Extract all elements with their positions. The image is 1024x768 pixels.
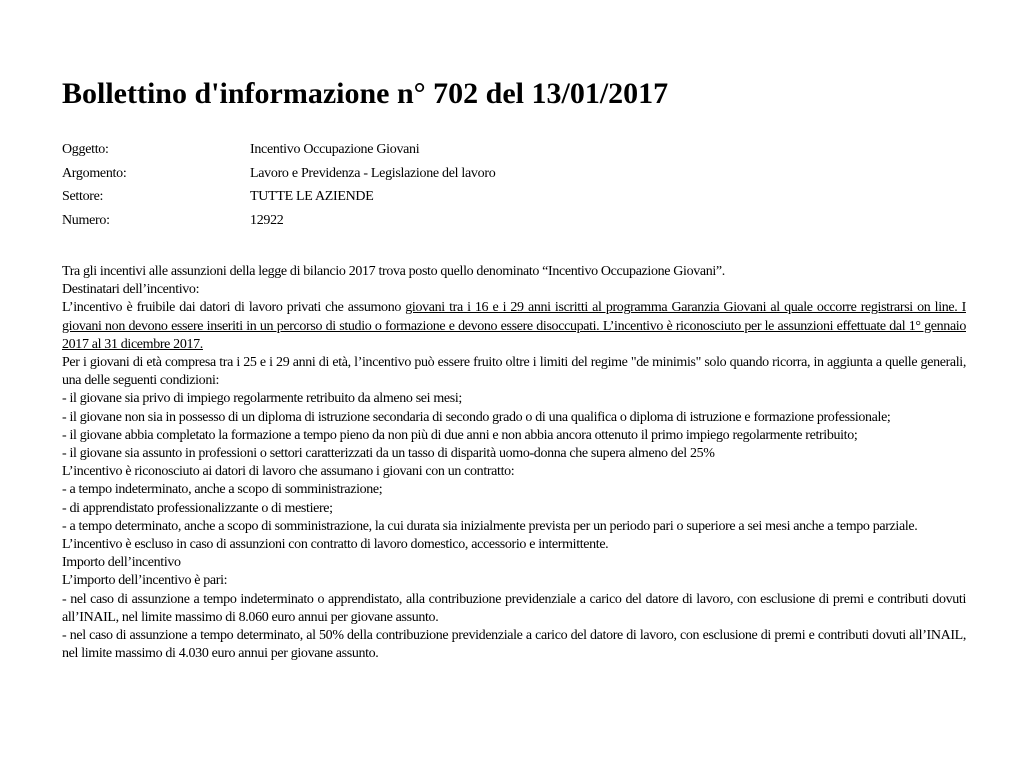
condition-item: - il giovane abbia completato la formazione a tempo pieno da non più di due anni e non abbia ancora ottenuto il primo impiego regolarmente retribuito; xyxy=(62,427,858,443)
de-minimis-paragraph: Per i giovani di età compresa tra i 25 e i 29 anni di età, l’incentivo può essere fruito oltre i limiti del regime "de minimis" solo quando ricorra, in aggiunta a quelle generali, una delle seguenti condizioni: xyxy=(62,355,966,389)
meta-row-oggetto xyxy=(62,138,495,162)
document-body xyxy=(62,263,966,663)
contract-item: - a tempo indeterminato, anche a scopo di somministrazione; xyxy=(62,482,383,498)
destinatari-underlined-text: giovani tra i 16 e i 29 anni iscritti al programma Garanzia Giovani al quale occorre registrarsi on line. I giovani non devono essere inseriti in un percorso di studio o formazione e devono essere disoccupati. L’incentivo è riconosciuto per le assunzioni effettuate dal 1° gennaio 2017 al 31 dicembre 2017. xyxy=(62,300,966,352)
meta-value: TUTTE LE AZIENDE xyxy=(250,189,374,204)
destinatari-paragraph xyxy=(62,299,966,354)
contract-item: - di apprendistato professionalizzante o di mestiere; xyxy=(62,500,333,516)
condition-item: - il giovane non sia in possesso di un diploma di istruzione secondaria di secondo grado o di una qualifica o diploma di istruzione e formazione professionale; xyxy=(62,409,891,425)
section-heading-importo: Importo dell’incentivo xyxy=(62,555,181,571)
importo-item: - nel caso di assunzione a tempo determinato, al 50% della contribuzione previdenziale a carico del datore di lavoro, con esclusione di premi e contributi dovuti all’INAIL, nel limite massimo di 4.030 euro annui per giovane assunto. xyxy=(62,628,966,662)
exclusion-paragraph: L’incentivo è escluso in caso di assunzioni con contratto di lavoro domestico, accessorio e intermittente. xyxy=(62,537,609,553)
contract-paragraph: L’incentivo è riconosciuto ai datori di lavoro che assumano i giovani con un contratto: xyxy=(62,464,515,480)
meta-value: 12922 xyxy=(250,212,284,228)
document-title: Bollettino d'informazione n° 702 del 13/01/2017 xyxy=(62,77,669,110)
meta-label: Numero: xyxy=(62,212,110,228)
destinatari-text: L’incentivo è fruibile dai datori di lavoro privati che assumono xyxy=(62,300,406,316)
meta-row-settore xyxy=(62,185,495,209)
meta-label: Oggetto: xyxy=(62,142,109,157)
meta-label: Argomento: xyxy=(62,165,127,181)
condition-item: - il giovane sia assunto in professioni o settori caratterizzati da un tasso di disparità uomo-donna che supera almeno del 25% xyxy=(62,446,715,462)
importo-item: - nel caso di assunzione a tempo indeterminato o apprendistato, alla contribuzione previdenziale a carico del datore di lavoro, con esclusione di premi e contributi dovuti all’INAIL, nel limite massimo di 8.060 euro annui per giovane assunto. xyxy=(62,591,966,625)
contract-item: - a tempo determinato, anche a scopo di somministrazione, la cui durata sia inizialmente prevista per un periodo pari o superiore a sei mesi anche a tempo parziale. xyxy=(62,518,918,534)
metadata-table xyxy=(62,138,495,232)
meta-value: Lavoro e Previdenza - Legislazione del lavoro xyxy=(250,165,496,181)
meta-row-numero xyxy=(62,209,495,233)
intro-paragraph: Tra gli incentivi alle assunzioni della legge di bilancio 2017 trova posto quello denominato “Incentivo Occupazione Giovani”. xyxy=(62,264,725,279)
meta-value: Incentivo Occupazione Giovani xyxy=(250,142,420,157)
importo-paragraph: L’importo dell’incentivo è pari: xyxy=(62,573,228,589)
condition-item: - il giovane sia privo di impiego regolarmente retribuito da almeno sei mesi; xyxy=(62,391,462,407)
meta-label: Settore: xyxy=(62,189,104,204)
meta-row-argomento xyxy=(62,162,495,186)
section-heading-destinatari: Destinatari dell’incentivo: xyxy=(62,282,200,298)
